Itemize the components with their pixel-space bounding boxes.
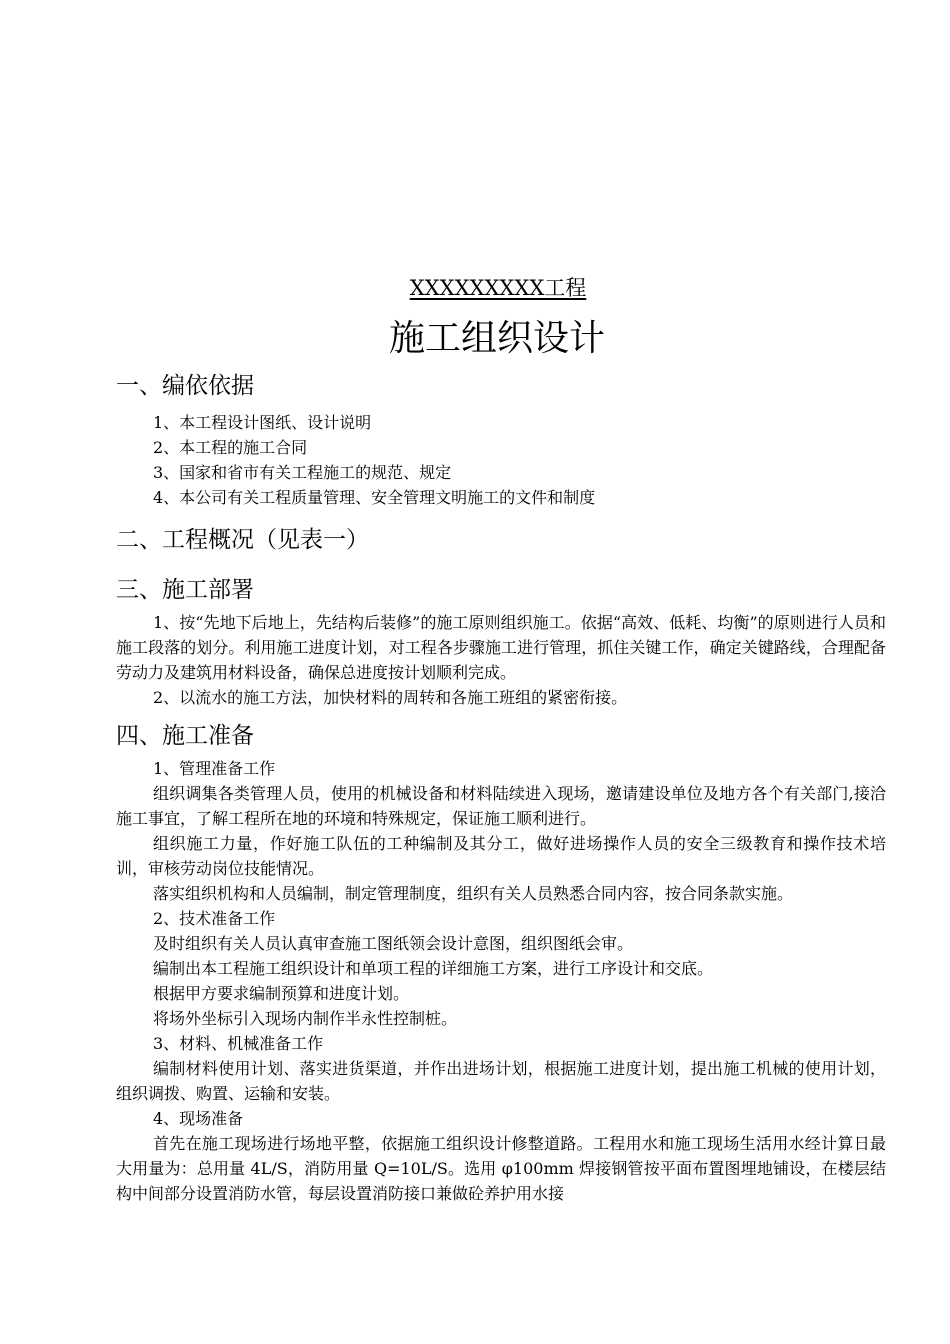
paragraph: 及时组织有关人员认真审查施工图纸领会设计意图，组织图纸会审。 — [153, 934, 634, 953]
paragraph: 组织调集各类管理人员，使用的机械设备和材料陆续进入现场，邀请建设单位及地方各个有关部门,接洽施工事宜，了解工程所在地的环境和特殊规定，保证施工顺利进行。 — [116, 784, 886, 828]
paragraph: 编制出本工程施工组织设计和单项工程的详细施工方案，进行工序设计和交底。 — [153, 959, 714, 978]
section-heading-preparation: 四、施工准备 — [116, 723, 254, 749]
subheading-technical: 2、技术准备工作 — [153, 909, 276, 928]
list-item: 4、本公司有关工程质量管理、安全管理文明施工的文件和制度 — [153, 488, 596, 507]
document-title: 施工组织设计 — [388, 318, 605, 359]
paragraph: 2、以流水的施工方法，加快材料的周转和各施工班组的紧密衔接。 — [153, 688, 628, 707]
document-subtitle: XXXXXXXXX工程 — [409, 276, 587, 300]
paragraph: 将场外坐标引入现场内制作半永性控制桩。 — [153, 1009, 458, 1028]
section-heading-basis: 一、编依依据 — [116, 373, 254, 399]
subheading-management: 1、管理准备工作 — [153, 759, 276, 778]
paragraph: 落实组织机构和人员编制，制定管理制度，组织有关人员熟悉合同内容，按合同条款实施。 — [153, 884, 794, 903]
section-heading-deployment: 三、施工部署 — [116, 577, 254, 603]
paragraph: 根据甲方要求编制预算和进度计划。 — [153, 984, 410, 1003]
subheading-site: 4、现场准备 — [153, 1109, 244, 1128]
section-heading-overview: 二、工程概况（见表一） — [116, 527, 369, 553]
list-item: 1、本工程设计图纸、设计说明 — [153, 413, 372, 432]
paragraph: 组织施工力量，作好施工队伍的工种编制及其分工，做好进场操作人员的安全三级教育和操作技术培训，审核劳动岗位技能情况。 — [116, 834, 886, 878]
paragraph: 编制材料使用计划、落实进货渠道，并作出进场计划，根据施工进度计划，提出施工机械的使用计划，组织调拨、购置、运输和安装。 — [116, 1059, 886, 1103]
list-item: 2、本工程的施工合同 — [153, 438, 308, 457]
paragraph: 1、按“先地下后地上，先结构后装修”的施工原则组织施工。依据“高效、低耗、均衡”的原则进行人员和施工段落的划分。利用施工进度计划，对工程各步骤施工进行管理，抓住关键工作，确定关键路线，合理配备劳动力及建筑用材料设备，确保总进度按计划顺利完成。 — [116, 613, 886, 682]
basis-list — [116, 410, 886, 510]
paragraph: 首先在施工现场进行场地平整，依据施工组织设计修整道路。工程用水和施工现场生活用水经计算日最大用量为：总用量 4L/S，消防用量 Q=10L/S。选用 φ100mm 焊接钢管按平面布置图埋地铺设，在楼层结构中间部分设置消防水管，每层设置消防接口兼做砼养护用水接 — [116, 1134, 886, 1203]
list-item: 3、国家和省市有关工程施工的规范、规定 — [153, 463, 452, 482]
subheading-materials: 3、材料、机械准备工作 — [153, 1034, 324, 1053]
document-body — [116, 366, 886, 1206]
